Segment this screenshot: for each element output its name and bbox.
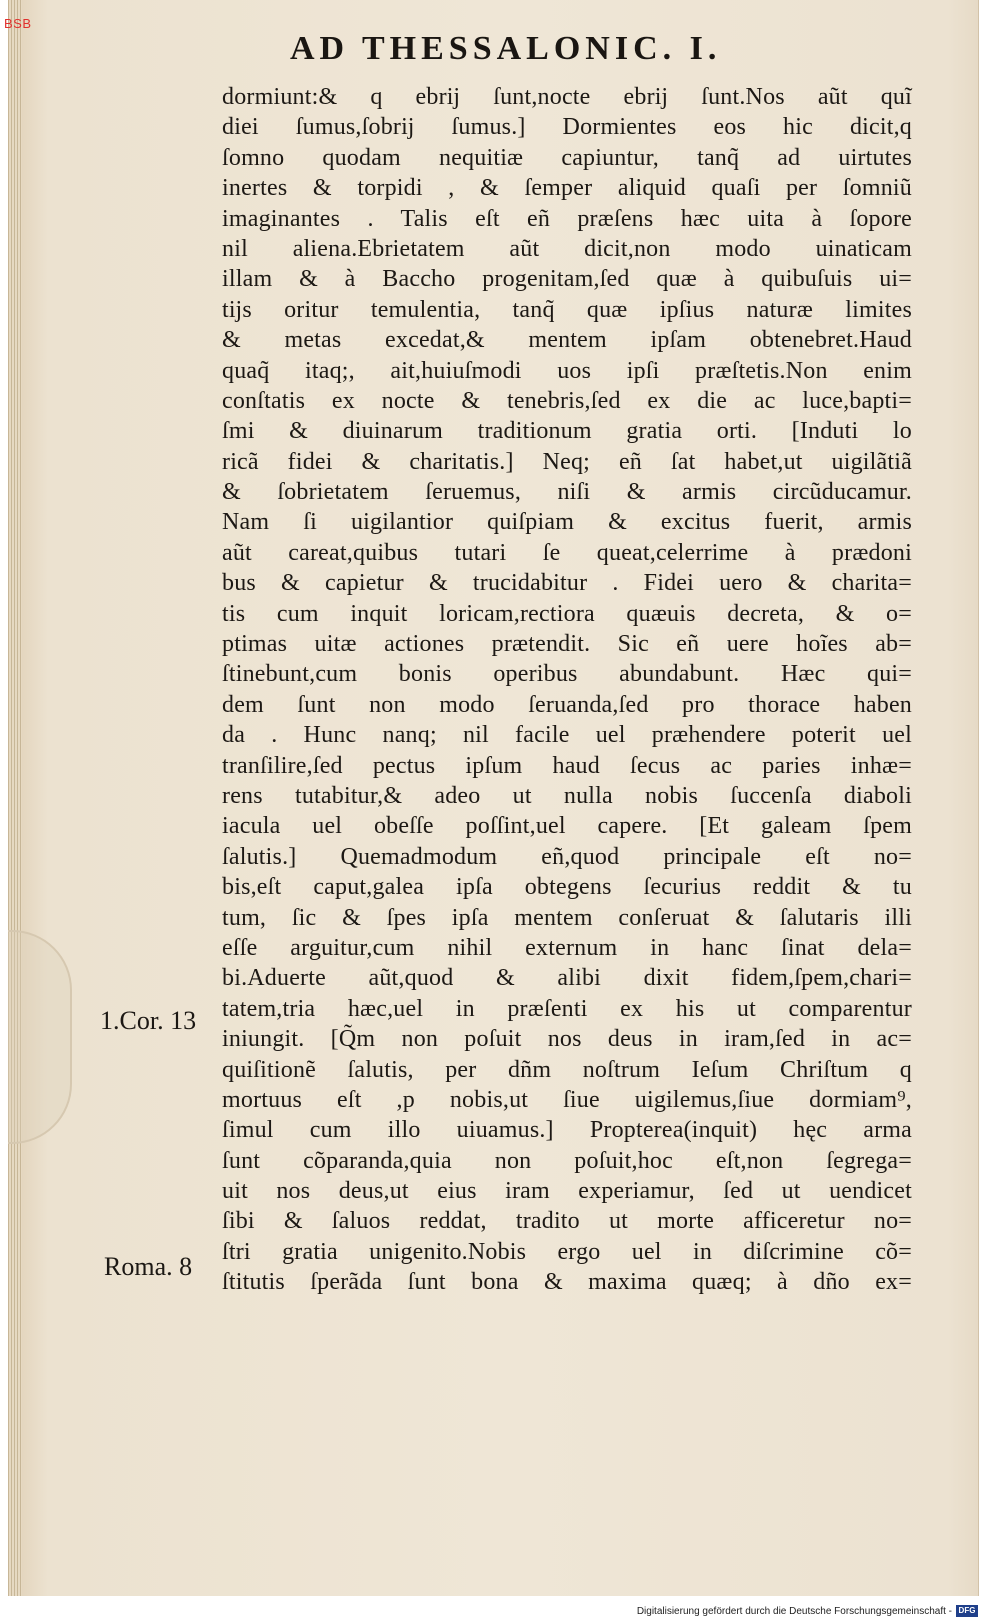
text-line: Nam ſi uigilantior quiſpiam & excitus fuerit, armis	[222, 509, 912, 536]
text-line: ptimas uitæ actiones prætendit. Sic eñ uere hoĩes ab=	[222, 631, 912, 658]
text-line: conſtatis ex nocte & tenebris,ſed ex die ac luce,bapti=	[222, 387, 912, 414]
text-line: ſtri gratia unigenito.Nobis ergo uel in diſcrimine cõ=	[222, 1238, 912, 1265]
footer-credit: Digitalisierung gefördert durch die Deutsche Forschungsgemeinschaft -	[636, 1606, 952, 1617]
text-line: nil aliena.Ebrietatem aũt dicit,non modo uinaticam	[222, 235, 912, 262]
margin-note-cor: 1.Cor. 13	[100, 1006, 197, 1035]
page-edges	[8, 0, 22, 1596]
text-line: imaginantes . Talis eſt eñ præſens hæc uita à ſopore	[222, 205, 912, 232]
text-line: iniungit. [Q̃m non poſuit nos deus in iram,ſed in ac=	[222, 1026, 912, 1053]
text-line: ſtinebunt,cum bonis operibus abundabunt. Hæc qui=	[222, 661, 912, 688]
text-line: ſunt cõparanda,quia non poſuit,hoc eſt,non ſegrega=	[222, 1147, 912, 1174]
text-line: ſibi & ſaluos reddat, tradito ut morte afficeretur no=	[222, 1208, 912, 1235]
text-line: ſtitutis ſperãda ſunt bona & maxima quæq; à dño ex=	[222, 1269, 912, 1296]
text-line: quiſitionẽ ſalutis, per dñm noſtrum Ieſum Chriſtum q	[222, 1056, 912, 1083]
text-line: tranſilire,ſed pectus ipſum haud ſecus ac paries inhæ=	[222, 752, 912, 779]
text-line: quaq̃ itaq;, ait,huiuſmodi uos ipſi præſtetis.Non enim	[222, 357, 912, 384]
text-line: & ſobrietatem ſeruemus, niſi & armis circũducamur.	[222, 479, 912, 506]
text-line: tum, ſic & ſpes ipſa mentem conſeruat & ſalutaris illi	[222, 904, 912, 931]
library-mark: BSB	[4, 16, 32, 31]
text-line: ſimul cum illo uiuamus.] Propterea(inquit) hęc arma	[222, 1117, 912, 1144]
text-line: diei ſumus,ſobrĳ ſumus.] Dormientes eos hic dicit,q	[222, 114, 912, 141]
text-line: bis,eſt caput,galea ipſa obtegens ſecurius reddit & tu	[222, 874, 912, 901]
text-line: tatem,tria hæc,uel in præſenti ex his ut comparentur	[222, 995, 912, 1022]
clip-shadow	[8, 930, 72, 1144]
text-line: bus & capietur & trucidabitur . Fidei uero & charita=	[222, 570, 912, 597]
margin-note-roma: Roma. 8	[104, 1252, 193, 1281]
text-line: illam & à Baccho progenitam,ſed quæ à quibuſuis ui=	[222, 266, 912, 293]
text-line: bi.Aduerte aũt,quod & alibi dixit fidem,ſpem,chari=	[222, 965, 912, 992]
text-line: aũt careat,quibus tutari ſe queat,celerrime à prædoni	[222, 539, 912, 566]
text-line: ſalutis.] Quemadmodum eñ,quod principale eſt no=	[222, 843, 912, 870]
text-line: ſmi & diuinarum traditionum gratia orti. [Induti lo	[222, 418, 912, 445]
text-line: & metas excedat,& mentem ipſam obtenebret.Haud	[222, 327, 912, 354]
running-head: AD THESSALONIC. I.	[290, 30, 722, 67]
text-line: tis cum inquit loricam,rectiora quæuis decreta, & o=	[222, 600, 912, 627]
text-line: eſſe arguitur,cum nihil externum in hanc ſinat dela=	[222, 934, 912, 961]
body-text	[222, 82, 912, 1298]
text-line: rens tutabitur,& adeo ut nulla nobis ſuccenſa diaboli	[222, 782, 912, 809]
text-line: dem ſunt non modo ſeruanda,ſed pro thorace haben	[222, 691, 912, 718]
text-line: dormiunt:& q ebrĳ ſunt,nocte ebrĳ ſunt.Nos aũt quĩ	[222, 84, 912, 110]
text-line: iacula uel obeſſe poſſint,uel capere. [Et galeam ſpem	[222, 813, 912, 840]
text-line: mortuus eſt ,p nobis,ut ſiue uigilemus,ſiue dormiam⁹,	[222, 1086, 912, 1113]
text-line: da . Hunc nanq; nil facile uel præhendere poterit uel	[222, 722, 912, 749]
text-line: ricã fidei & charitatis.] Neq; eñ ſat habet,ut uigilãtiã	[222, 448, 912, 475]
text-line: inertes & torpidi , & ſemper aliquid quaſi per ſomniũ	[222, 175, 912, 202]
dfg-logo: DFG	[956, 1605, 978, 1617]
text-line: tĳs oritur temulentia, tanq̃ quæ ipſius naturæ limites	[222, 296, 912, 323]
text-line: ſomno quodam nequitiæ capiuntur, tanq̃ ad uirtutes	[222, 144, 912, 171]
text-line: uit nos deus,ut eius iram experiamur, ſed ut uendicet	[222, 1178, 912, 1205]
